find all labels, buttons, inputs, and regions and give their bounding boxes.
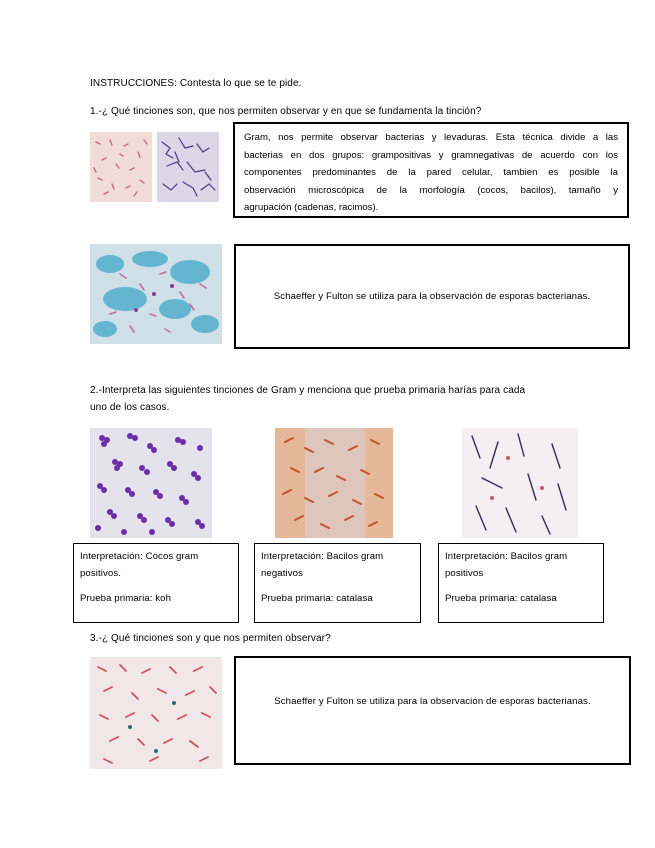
micrograph-spore-stain xyxy=(90,244,222,344)
micrograph-gram-negative-bacilli xyxy=(275,428,393,538)
case-3-test: Prueba primaria: catalasa xyxy=(445,593,557,604)
case-1-interp-line-2: positivos. xyxy=(80,567,121,579)
micrograph-cocci xyxy=(90,428,212,538)
question-1: 1.-¿ Qué tinciones son, que nos permiten observar y en que se fundamenta la tinción? xyxy=(90,106,482,117)
question-2-line-1: 2.-Interpreta las siguientes tinciones de Gram y menciona que prueba primaria harías para cada xyxy=(90,385,526,396)
answer-box-gram xyxy=(233,122,629,218)
case-2-interp-line-1: Interpretación: Bacilos gram xyxy=(261,551,384,562)
answer-box-q3 xyxy=(234,656,631,765)
question-3: 3.-¿ Qué tinciones son y que nos permiten observar? xyxy=(90,633,331,644)
answer-schaeffer-text: Schaeffer y Fulton se utiliza para la observación de esporas bacterianas. xyxy=(273,291,591,302)
answer-gram-line-1: Gram, nos permite observar bacterias y levaduras. Esta técnica divide a las xyxy=(244,132,618,143)
micrograph-gram-negative xyxy=(90,132,152,202)
case-2-interp-line-2: negativos xyxy=(261,567,303,579)
instructions-heading: INSTRUCCIONES: Contesta lo que se te pide. xyxy=(90,78,302,89)
case-1-interp-line-1: Interpretación: Cocos gram xyxy=(80,551,199,562)
case-box-3 xyxy=(438,543,604,623)
answer-gram-line-5: agrupación (cadenas, racimos). xyxy=(244,202,379,213)
case-2-test: Prueba primaria: catalasa xyxy=(261,593,373,604)
micrograph-gram-positive-bacilli xyxy=(462,428,578,538)
answer-gram-line-2: bacterias en dos grupos: grampositivas y gramnegativas de acuerdo con los xyxy=(244,149,618,161)
answer-gram-line-4: observación microscópica de la morfología (cocos, bacilos), tamaño y xyxy=(244,184,618,196)
answer-q3-text: Schaeffer y Fulton se utiliza para la observación de esporas bacterianas. xyxy=(274,696,591,707)
micrograph-spore-red xyxy=(90,657,222,769)
micrograph-gram-positive-filaments xyxy=(157,132,219,202)
case-box-1 xyxy=(73,543,239,623)
answer-box-schaeffer xyxy=(234,244,630,349)
case-3-interp-line-2: positivos xyxy=(445,567,484,579)
case-3-interp-line-1: Interpretación: Bacilos gram xyxy=(445,551,568,562)
case-box-2 xyxy=(254,543,421,623)
question-2-line-2: uno de los casos. xyxy=(90,402,170,413)
case-1-test: Prueba primaria: koh xyxy=(80,593,172,604)
answer-gram-line-3: componentes predominantes de la pared celular, tambien es posible la xyxy=(244,167,618,178)
